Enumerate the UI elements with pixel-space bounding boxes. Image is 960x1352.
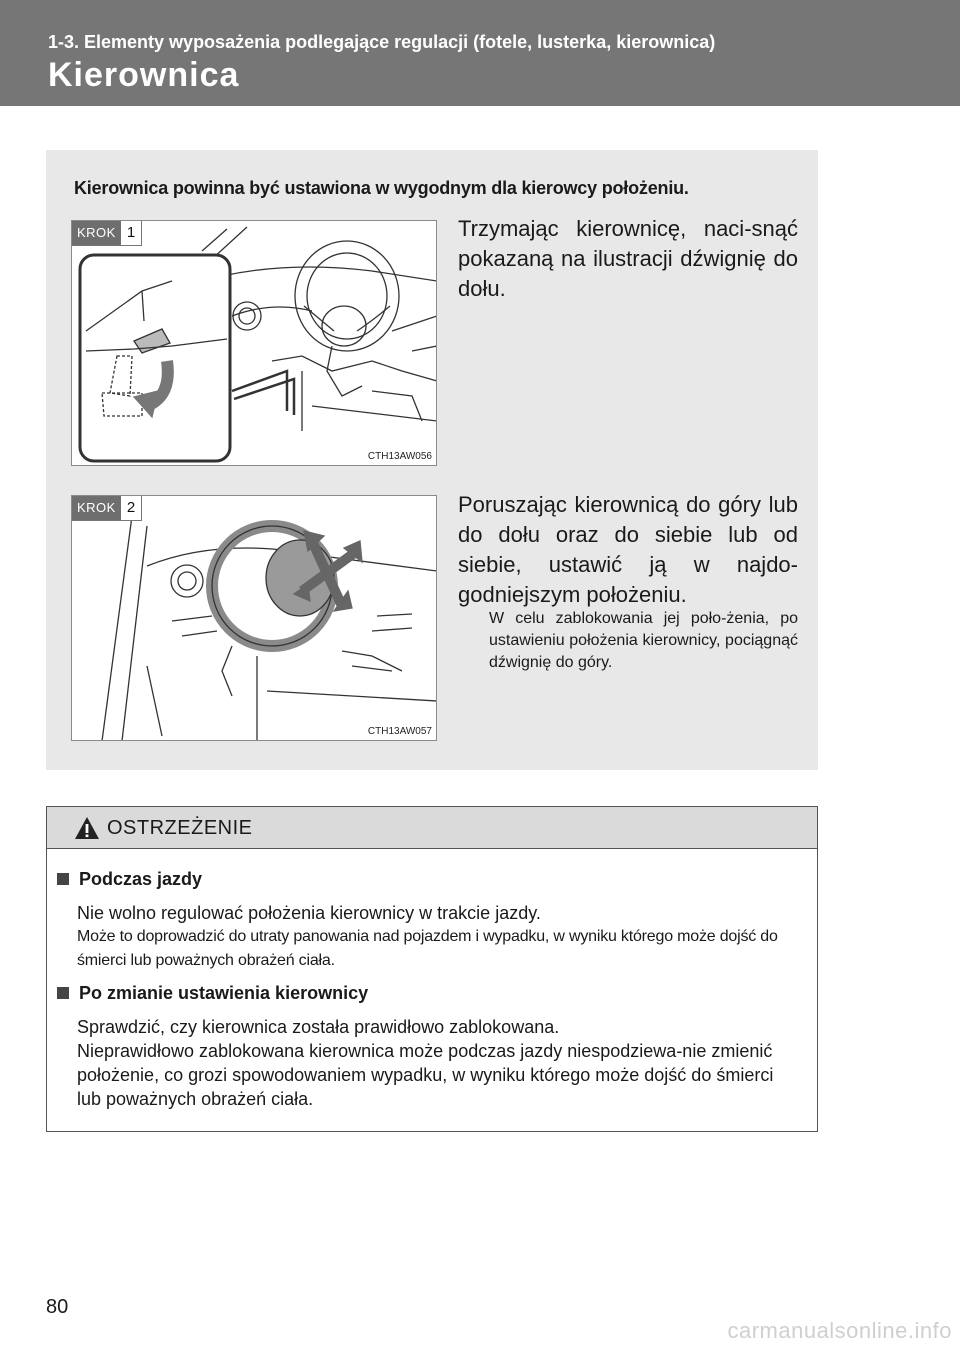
warning-detail: Może to doprowadzić do utraty panowania nad pojazdem i wypadku, w wyniku którego może dojść do śmierci lub poważnych obrażeń ciała. — [77, 928, 778, 969]
warning-detail: Nieprawidłowo zablokowana kierownica może podczas jazdy niespodziewa-nie zmienić położenie, co grozi spowodowaniem wypadku, w wyniku którego może dojść do śmierci lub poważnych obrażeń ciała. — [77, 1041, 774, 1109]
step-2-badge — [72, 496, 142, 521]
wheel-adjust-illustration — [72, 496, 437, 741]
intro-text: Kierownica powinna być ustawiona w wygodnym dla kierowcy położeniu. — [74, 178, 689, 198]
step-1-text: Trzymając kierownicę, naci-snąć pokazaną na ilustracji dźwignię do dołu. — [458, 216, 798, 301]
warning-triangle-icon — [74, 816, 100, 840]
watermark: carmanualsonline.info — [727, 1318, 952, 1343]
step-2-note: W celu zablokowania jej poło-żenia, po ustawieniu położenia kierownicy, pociągnąć dźwignię do góry. — [489, 610, 798, 671]
figure-code: CTH13AW056 — [367, 451, 432, 462]
instructions-box — [46, 150, 818, 770]
step-2-illustration — [71, 495, 437, 741]
page-header — [0, 0, 960, 106]
step-word: KROK — [72, 221, 121, 245]
step-number: 2 — [126, 499, 136, 516]
warning-header — [47, 807, 817, 849]
figure-code: CTH13AW057 — [367, 726, 432, 737]
page-title: Kierownica — [48, 56, 240, 94]
warning-item-body — [77, 901, 799, 973]
section-label: 1-3. Elementy wyposażenia podlegające regulacji (fotele, lusterka, kierownica) — [48, 32, 716, 52]
square-bullet-icon — [57, 873, 69, 885]
step-1-illustration — [71, 220, 437, 466]
warning-lead: Nie wolno regulować położenia kierownicy w trakcie jazdy. — [77, 903, 541, 923]
step-2-text: Poruszając kierownicą do góry lub do dołu oraz do siebie lub od siebie, ustawić ją w najdo-godniejszym położeniu. — [458, 492, 798, 607]
step-word: KROK — [72, 496, 121, 520]
step-1-badge — [72, 221, 142, 246]
warning-item-heading: Podczas jazdy — [57, 869, 202, 890]
page-number: 80 — [46, 1296, 69, 1318]
warning-box — [46, 806, 818, 1132]
warning-item-heading: Po zmianie ustawienia kierownicy — [57, 983, 368, 1004]
warning-title: OSTRZEŻENIE — [107, 817, 253, 839]
step-number: 1 — [126, 224, 136, 241]
square-bullet-icon — [57, 987, 69, 999]
warning-lead: Sprawdzić, czy kierownica została prawidłowo zablokowana. — [77, 1017, 560, 1037]
warning-item-body — [77, 1015, 799, 1111]
lever-down-illustration — [72, 221, 437, 466]
